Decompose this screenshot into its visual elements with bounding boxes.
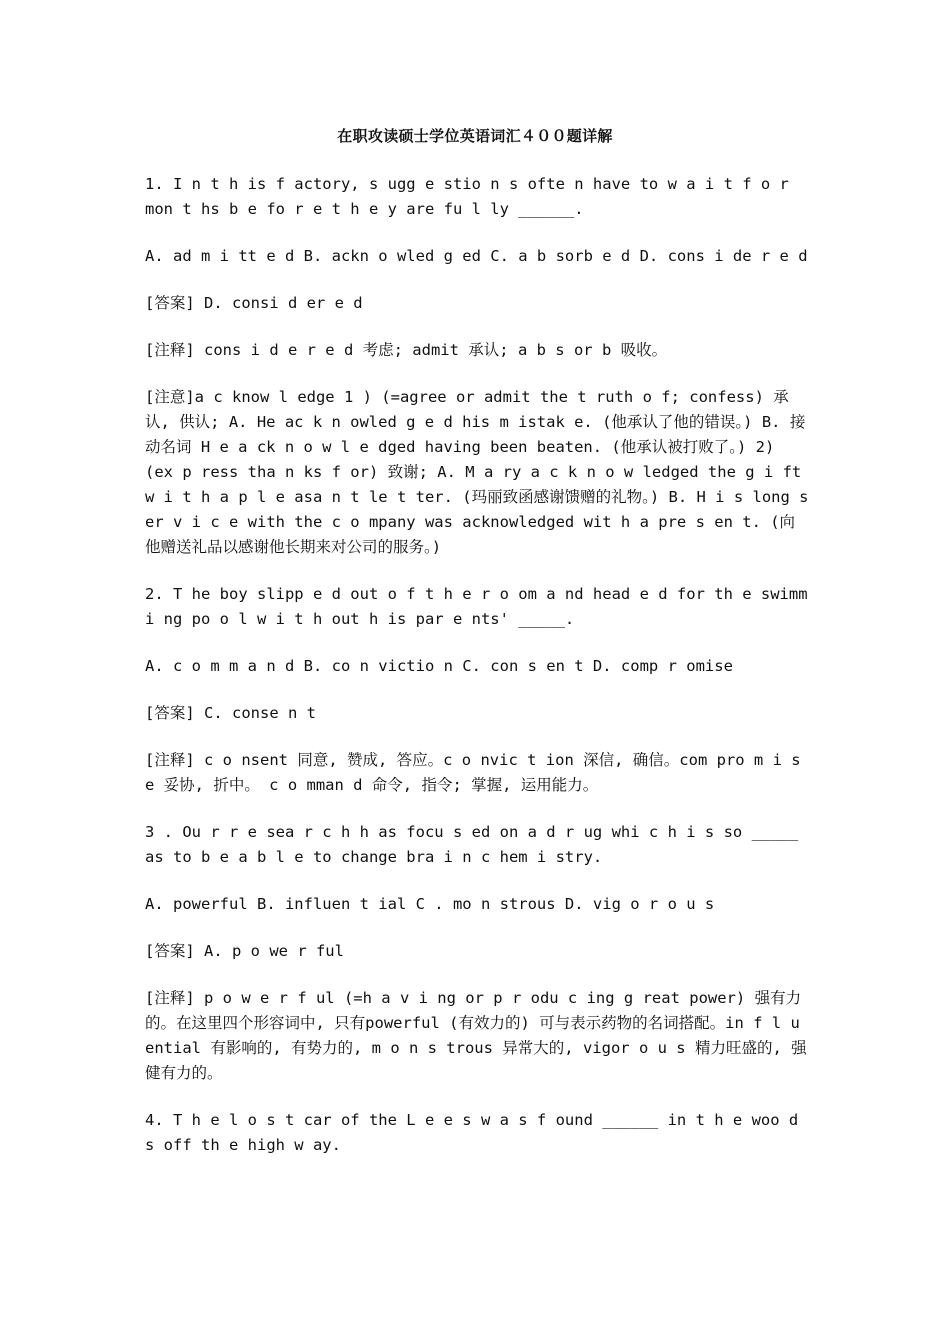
question-3-stem: 3 . Ou r r e sea r c h h as focu s ed on a d r ug whi c h i s so _____ as to b e a b l e to change bra i n c hem i stry.: [145, 823, 799, 866]
document-body: [145, 172, 810, 1180]
question-1-answer: [答案] D. consi d er e d: [145, 294, 363, 312]
question-2-answer: [答案] C. conse n t: [145, 704, 316, 722]
question-3-answer: [答案] A. p o we r ful: [145, 942, 344, 960]
question-3-options: A. powerful B. influen t ial C . mo n strous D. vig o r o u s: [145, 895, 715, 913]
question-2-options: A. c o m m a n d B. co n victio n C. con s en t D. comp r omise: [145, 657, 733, 675]
question-4-stem: 4. T h e l o s t car of the L e e s w a s f ound ______ in t h e woo d s off th e high w ay.: [145, 1111, 799, 1154]
document-title: 在职攻读硕士学位英语词汇４００题详解: [337, 127, 613, 145]
question-1-attention: [注意]a c know l edge 1 ) (=agree or admit the t ruth o f; confess) 承认, 供认; A. He ac k n owled g e d his m istak e. (他承认了他的错误。) B. 接动名词 H e a ck n o w l e dged having been beaten. (他承认被打败了。) 2) (ex p ress tha n ks f or) 致谢; A. M a ry a c k n o w ledged the g i ft w i t h a p l e asa n t le t ter. (玛丽致函感谢馈赠的礼物。) B. H i s long s er v i c e with the c o mpany was acknowledged wit h a pre s en t. (向他赠送礼品以感谢他长期来对公司的服务。): [145, 388, 809, 556]
question-1-options: A. ad m i tt e d B. ackn o wled g ed C. a b sorb e d D. cons i de r e d: [145, 247, 808, 265]
question-2-notes: [注释] c o nsent 同意, 赞成, 答应。c o nvic t ion 深信, 确信。com pro m i s e 妥协, 折中。 c o mman d 命令, 指令; 掌握, 运用能力。: [145, 751, 801, 794]
question-1-stem: 1. I n t h is f actory, s ugg e stio n s ofte n have to w a i t f o r mon t hs b e fo r e t h e y are fu l ly ______.: [145, 175, 789, 218]
question-1-notes: [注释] cons i d e r e d 考虑; admit 承认; a b s or b 吸收。: [145, 341, 668, 359]
question-2-stem: 2. T he boy slipp e d out o f t h e r o om a nd head e d for th e swimm i ng po o l w i t h out h is par e nts' _____.: [145, 585, 808, 628]
question-3-notes: [注释] p o w e r f ul (=h a v i ng or p r odu c ing g reat power) 强有力的。在这里四个形容词中, 只有powerful (有效力的) 可与表示药物的名词搭配。in f l u ential 有影响的, 有势力的, m o n s trous 异常大的, vigor o u s 精力旺盛的, 强健有力的。: [145, 989, 807, 1082]
